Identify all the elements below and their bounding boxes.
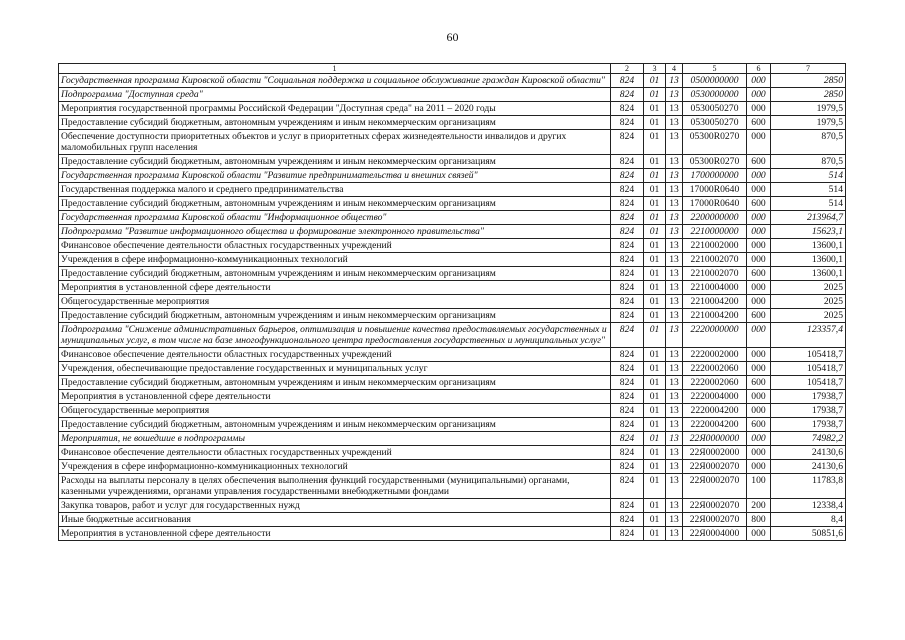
cell-admin: 824 xyxy=(611,446,644,460)
cell-subsection: 13 xyxy=(666,460,683,474)
cell-amount: 2850 xyxy=(771,74,846,88)
cell-section: 01 xyxy=(644,102,666,116)
cell-target-code: 05300R0270 xyxy=(683,130,747,155)
cell-expense-type: 000 xyxy=(747,390,771,404)
cell-name: Подпрограмма "Развитие информационного общества и формирование электронного правительства" xyxy=(59,225,611,239)
cell-subsection: 13 xyxy=(666,376,683,390)
cell-subsection: 13 xyxy=(666,102,683,116)
header-cell-amount: 7 xyxy=(771,64,846,74)
cell-amount: 24130,6 xyxy=(771,460,846,474)
cell-amount: 8,4 xyxy=(771,513,846,527)
cell-target-code: 2220004200 xyxy=(683,404,747,418)
cell-name: Закупка товаров, работ и услуг для государственных нужд xyxy=(59,499,611,513)
cell-amount: 1979,5 xyxy=(771,102,846,116)
cell-name: Финансовое обеспечение деятельности областных государственных учреждений xyxy=(59,239,611,253)
cell-subsection: 13 xyxy=(666,225,683,239)
cell-subsection: 13 xyxy=(666,309,683,323)
table-row xyxy=(59,390,846,404)
header-cell-expense-type: 6 xyxy=(747,64,771,74)
table-row xyxy=(59,499,846,513)
cell-section: 01 xyxy=(644,281,666,295)
cell-subsection: 13 xyxy=(666,295,683,309)
cell-amount: 13600,1 xyxy=(771,253,846,267)
cell-name: Финансовое обеспечение деятельности областных государственных учреждений xyxy=(59,446,611,460)
cell-admin: 824 xyxy=(611,197,644,211)
cell-admin: 824 xyxy=(611,116,644,130)
cell-admin: 824 xyxy=(611,239,644,253)
cell-subsection: 13 xyxy=(666,474,683,499)
cell-name: Мероприятия в установленной сфере деятельности xyxy=(59,527,611,541)
cell-admin: 824 xyxy=(611,295,644,309)
cell-name: Государственная поддержка малого и среднего предпринимательства xyxy=(59,183,611,197)
cell-name: Расходы на выплаты персоналу в целях обеспечения выполнения функций государственными (муниципальными) органами, казенными учреждениями, органами управления государственными внебюджетными фондами xyxy=(59,474,611,499)
cell-admin: 824 xyxy=(611,102,644,116)
cell-expense-type: 000 xyxy=(747,239,771,253)
cell-name: Мероприятия в установленной сфере деятельности xyxy=(59,390,611,404)
cell-amount: 17938,7 xyxy=(771,418,846,432)
cell-amount: 13600,1 xyxy=(771,267,846,281)
cell-section: 01 xyxy=(644,239,666,253)
cell-admin: 824 xyxy=(611,362,644,376)
table-row xyxy=(59,253,846,267)
cell-subsection: 13 xyxy=(666,253,683,267)
cell-amount: 1979,5 xyxy=(771,116,846,130)
cell-subsection: 13 xyxy=(666,74,683,88)
cell-expense-type: 000 xyxy=(747,102,771,116)
cell-expense-type: 600 xyxy=(747,267,771,281)
cell-target-code: 0530000000 xyxy=(683,88,747,102)
cell-target-code: 05300R0270 xyxy=(683,155,747,169)
cell-target-code: 2220004200 xyxy=(683,418,747,432)
cell-target-code: 2210004200 xyxy=(683,309,747,323)
cell-target-code: 22Я0004000 xyxy=(683,527,747,541)
cell-amount: 15623,1 xyxy=(771,225,846,239)
budget-table xyxy=(58,63,846,541)
cell-section: 01 xyxy=(644,348,666,362)
cell-section: 01 xyxy=(644,183,666,197)
cell-subsection: 13 xyxy=(666,239,683,253)
cell-target-code: 22Я0002070 xyxy=(683,474,747,499)
cell-target-code: 2210004200 xyxy=(683,295,747,309)
cell-expense-type: 600 xyxy=(747,155,771,169)
table-row xyxy=(59,239,846,253)
cell-admin: 824 xyxy=(611,513,644,527)
cell-admin: 824 xyxy=(611,253,644,267)
cell-name: Мероприятия государственной программы Российской Федерации "Доступная среда" на 2011 – 2020 годы xyxy=(59,102,611,116)
cell-amount: 12338,4 xyxy=(771,499,846,513)
table-row xyxy=(59,211,846,225)
cell-target-code: 2220002060 xyxy=(683,376,747,390)
cell-admin: 824 xyxy=(611,432,644,446)
cell-subsection: 13 xyxy=(666,211,683,225)
cell-target-code: 2210002070 xyxy=(683,253,747,267)
cell-target-code: 2220002000 xyxy=(683,348,747,362)
cell-amount: 13600,1 xyxy=(771,239,846,253)
table-row xyxy=(59,527,846,541)
cell-section: 01 xyxy=(644,74,666,88)
cell-admin: 824 xyxy=(611,309,644,323)
cell-section: 01 xyxy=(644,513,666,527)
cell-target-code: 22Я0002070 xyxy=(683,499,747,513)
cell-expense-type: 000 xyxy=(747,253,771,267)
table-row xyxy=(59,460,846,474)
cell-admin: 824 xyxy=(611,88,644,102)
cell-admin: 824 xyxy=(611,376,644,390)
cell-admin: 824 xyxy=(611,418,644,432)
cell-name: Государственная программа Кировской области "Информационное общество" xyxy=(59,211,611,225)
cell-admin: 824 xyxy=(611,225,644,239)
cell-section: 01 xyxy=(644,130,666,155)
cell-section: 01 xyxy=(644,446,666,460)
cell-section: 01 xyxy=(644,418,666,432)
table-row xyxy=(59,376,846,390)
cell-target-code: 22Я0002070 xyxy=(683,513,747,527)
cell-target-code: 2210002000 xyxy=(683,239,747,253)
table-row xyxy=(59,348,846,362)
cell-section: 01 xyxy=(644,88,666,102)
cell-amount: 514 xyxy=(771,183,846,197)
cell-expense-type: 000 xyxy=(747,362,771,376)
cell-subsection: 13 xyxy=(666,499,683,513)
table-row xyxy=(59,88,846,102)
cell-subsection: 13 xyxy=(666,197,683,211)
cell-admin: 824 xyxy=(611,323,644,348)
header-cell-target-code: 5 xyxy=(683,64,747,74)
table-row xyxy=(59,130,846,155)
table-row xyxy=(59,183,846,197)
cell-amount: 17938,7 xyxy=(771,390,846,404)
cell-admin: 824 xyxy=(611,267,644,281)
cell-name: Предоставление субсидий бюджетным, автономным учреждениям и иным некоммерческим организациям xyxy=(59,376,611,390)
cell-name: Предоставление субсидий бюджетным, автономным учреждениям и иным некоммерческим организациям xyxy=(59,116,611,130)
table-row xyxy=(59,362,846,376)
cell-subsection: 13 xyxy=(666,116,683,130)
cell-target-code: 2220000000 xyxy=(683,323,747,348)
table-row xyxy=(59,197,846,211)
cell-admin: 824 xyxy=(611,169,644,183)
header-cell-admin: 2 xyxy=(611,64,644,74)
cell-expense-type: 000 xyxy=(747,446,771,460)
cell-target-code: 22Я0000000 xyxy=(683,432,747,446)
cell-amount: 2025 xyxy=(771,309,846,323)
cell-expense-type: 000 xyxy=(747,432,771,446)
cell-name: Предоставление субсидий бюджетным, автономным учреждениям и иным некоммерческим организациям xyxy=(59,197,611,211)
cell-expense-type: 000 xyxy=(747,295,771,309)
cell-section: 01 xyxy=(644,460,666,474)
cell-subsection: 13 xyxy=(666,281,683,295)
table-row xyxy=(59,225,846,239)
cell-subsection: 13 xyxy=(666,527,683,541)
cell-expense-type: 000 xyxy=(747,323,771,348)
cell-target-code: 2200000000 xyxy=(683,211,747,225)
cell-expense-type: 600 xyxy=(747,197,771,211)
cell-section: 01 xyxy=(644,404,666,418)
cell-expense-type: 000 xyxy=(747,348,771,362)
cell-amount: 50851,6 xyxy=(771,527,846,541)
table-row xyxy=(59,74,846,88)
cell-section: 01 xyxy=(644,474,666,499)
cell-target-code: 0530050270 xyxy=(683,116,747,130)
cell-amount: 74982,2 xyxy=(771,432,846,446)
cell-name: Государственная программа Кировской области "Социальная поддержка и социальное обслуживание граждан Кировской области" xyxy=(59,74,611,88)
cell-section: 01 xyxy=(644,295,666,309)
table-row xyxy=(59,432,846,446)
cell-admin: 824 xyxy=(611,527,644,541)
cell-amount: 2025 xyxy=(771,281,846,295)
cell-subsection: 13 xyxy=(666,404,683,418)
cell-name: Предоставление субсидий бюджетным, автономным учреждениям и иным некоммерческим организациям xyxy=(59,155,611,169)
cell-expense-type: 000 xyxy=(747,169,771,183)
cell-expense-type: 000 xyxy=(747,211,771,225)
cell-section: 01 xyxy=(644,253,666,267)
cell-amount: 17938,7 xyxy=(771,404,846,418)
cell-subsection: 13 xyxy=(666,88,683,102)
cell-target-code: 2210002070 xyxy=(683,267,747,281)
cell-subsection: 13 xyxy=(666,267,683,281)
cell-expense-type: 600 xyxy=(747,116,771,130)
cell-section: 01 xyxy=(644,527,666,541)
cell-amount: 24130,6 xyxy=(771,446,846,460)
cell-section: 01 xyxy=(644,267,666,281)
cell-name: Государственная программа Кировской области "Развитие предпринимательства и внешних связей" xyxy=(59,169,611,183)
cell-amount: 2850 xyxy=(771,88,846,102)
cell-amount: 105418,7 xyxy=(771,362,846,376)
cell-admin: 824 xyxy=(611,74,644,88)
cell-admin: 824 xyxy=(611,390,644,404)
cell-subsection: 13 xyxy=(666,418,683,432)
cell-target-code: 1700000000 xyxy=(683,169,747,183)
cell-name: Предоставление субсидий бюджетным, автономным учреждениям и иным некоммерческим организациям xyxy=(59,267,611,281)
header-row xyxy=(59,64,846,74)
cell-subsection: 13 xyxy=(666,513,683,527)
cell-expense-type: 800 xyxy=(747,513,771,527)
cell-admin: 824 xyxy=(611,404,644,418)
cell-expense-type: 000 xyxy=(747,183,771,197)
cell-name: Обеспечение доступности приоритетных объектов и услуг в приоритетных сферах жизнедеятельности инвалидов и других маломобильных групп населения xyxy=(59,130,611,155)
cell-name: Иные бюджетные ассигнования xyxy=(59,513,611,527)
cell-admin: 824 xyxy=(611,348,644,362)
cell-amount: 213964,7 xyxy=(771,211,846,225)
cell-name: Общегосударственные мероприятия xyxy=(59,295,611,309)
cell-section: 01 xyxy=(644,323,666,348)
cell-admin: 824 xyxy=(611,183,644,197)
cell-target-code: 2220002060 xyxy=(683,362,747,376)
cell-admin: 824 xyxy=(611,211,644,225)
cell-admin: 824 xyxy=(611,155,644,169)
cell-expense-type: 100 xyxy=(747,474,771,499)
cell-section: 01 xyxy=(644,116,666,130)
cell-subsection: 13 xyxy=(666,183,683,197)
cell-section: 01 xyxy=(644,499,666,513)
cell-subsection: 13 xyxy=(666,390,683,404)
cell-section: 01 xyxy=(644,309,666,323)
table-row xyxy=(59,155,846,169)
cell-amount: 870,5 xyxy=(771,130,846,155)
cell-name: Подпрограмма "Доступная среда" xyxy=(59,88,611,102)
table-row xyxy=(59,474,846,499)
cell-admin: 824 xyxy=(611,130,644,155)
cell-name: Мероприятия, не вошедшие в подпрограммы xyxy=(59,432,611,446)
cell-section: 01 xyxy=(644,225,666,239)
table-row xyxy=(59,418,846,432)
cell-target-code: 17000R0640 xyxy=(683,197,747,211)
cell-section: 01 xyxy=(644,169,666,183)
table-row xyxy=(59,102,846,116)
cell-target-code: 22Я0002000 xyxy=(683,446,747,460)
cell-expense-type: 000 xyxy=(747,460,771,474)
cell-expense-type: 600 xyxy=(747,309,771,323)
page-number: 60 xyxy=(446,30,459,44)
cell-expense-type: 000 xyxy=(747,527,771,541)
cell-expense-type: 000 xyxy=(747,130,771,155)
cell-admin: 824 xyxy=(611,474,644,499)
cell-section: 01 xyxy=(644,432,666,446)
cell-expense-type: 000 xyxy=(747,225,771,239)
cell-name: Подпрограмма "Снижение административных барьеров, оптимизация и повышение качества предоставляемых государственных и муниципальных услуг, в том числе на базе многофункционального центра предоставления государственных и муниципальных услуг" xyxy=(59,323,611,348)
cell-name: Учреждения в сфере информационно-коммуникационных технологий xyxy=(59,253,611,267)
cell-admin: 824 xyxy=(611,281,644,295)
cell-subsection: 13 xyxy=(666,323,683,348)
cell-subsection: 13 xyxy=(666,130,683,155)
table-row xyxy=(59,404,846,418)
cell-amount: 123357,4 xyxy=(771,323,846,348)
cell-amount: 105418,7 xyxy=(771,348,846,362)
cell-section: 01 xyxy=(644,197,666,211)
cell-subsection: 13 xyxy=(666,362,683,376)
cell-expense-type: 000 xyxy=(747,281,771,295)
cell-target-code: 2210000000 xyxy=(683,225,747,239)
cell-amount: 514 xyxy=(771,169,846,183)
header-cell-subsection: 4 xyxy=(666,64,683,74)
cell-target-code: 0500000000 xyxy=(683,74,747,88)
cell-name: Общегосударственные мероприятия xyxy=(59,404,611,418)
table-row xyxy=(59,446,846,460)
cell-name: Учреждения в сфере информационно-коммуникационных технологий xyxy=(59,460,611,474)
cell-subsection: 13 xyxy=(666,169,683,183)
cell-subsection: 13 xyxy=(666,446,683,460)
cell-amount: 870,5 xyxy=(771,155,846,169)
cell-name: Предоставление субсидий бюджетным, автономным учреждениям и иным некоммерческим организациям xyxy=(59,418,611,432)
cell-target-code: 2220004000 xyxy=(683,390,747,404)
table-row xyxy=(59,309,846,323)
cell-admin: 824 xyxy=(611,460,644,474)
cell-section: 01 xyxy=(644,362,666,376)
cell-subsection: 13 xyxy=(666,155,683,169)
cell-name: Финансовое обеспечение деятельности областных государственных учреждений xyxy=(59,348,611,362)
cell-expense-type: 600 xyxy=(747,418,771,432)
table-row xyxy=(59,323,846,348)
table-row xyxy=(59,116,846,130)
cell-subsection: 13 xyxy=(666,432,683,446)
cell-subsection: 13 xyxy=(666,348,683,362)
table-row xyxy=(59,281,846,295)
table-row xyxy=(59,295,846,309)
cell-section: 01 xyxy=(644,376,666,390)
table-row xyxy=(59,513,846,527)
cell-expense-type: 600 xyxy=(747,376,771,390)
cell-target-code: 0530050270 xyxy=(683,102,747,116)
cell-section: 01 xyxy=(644,390,666,404)
cell-expense-type: 200 xyxy=(747,499,771,513)
cell-name: Учреждения, обеспечивающие предоставление государственных и муниципальных услуг xyxy=(59,362,611,376)
cell-expense-type: 000 xyxy=(747,404,771,418)
table-row xyxy=(59,267,846,281)
cell-name: Предоставление субсидий бюджетным, автономным учреждениям и иным некоммерческим организациям xyxy=(59,309,611,323)
cell-expense-type: 000 xyxy=(747,74,771,88)
cell-target-code: 2210004000 xyxy=(683,281,747,295)
cell-amount: 2025 xyxy=(771,295,846,309)
table-row xyxy=(59,169,846,183)
cell-section: 01 xyxy=(644,211,666,225)
cell-target-code: 22Я0002070 xyxy=(683,460,747,474)
cell-amount: 11783,8 xyxy=(771,474,846,499)
cell-section: 01 xyxy=(644,155,666,169)
cell-admin: 824 xyxy=(611,499,644,513)
cell-name: Мероприятия в установленной сфере деятельности xyxy=(59,281,611,295)
header-cell-name: 1 xyxy=(59,64,611,74)
cell-target-code: 17000R0640 xyxy=(683,183,747,197)
cell-expense-type: 000 xyxy=(747,88,771,102)
header-cell-section: 3 xyxy=(644,64,666,74)
cell-amount: 105418,7 xyxy=(771,376,846,390)
cell-amount: 514 xyxy=(771,197,846,211)
